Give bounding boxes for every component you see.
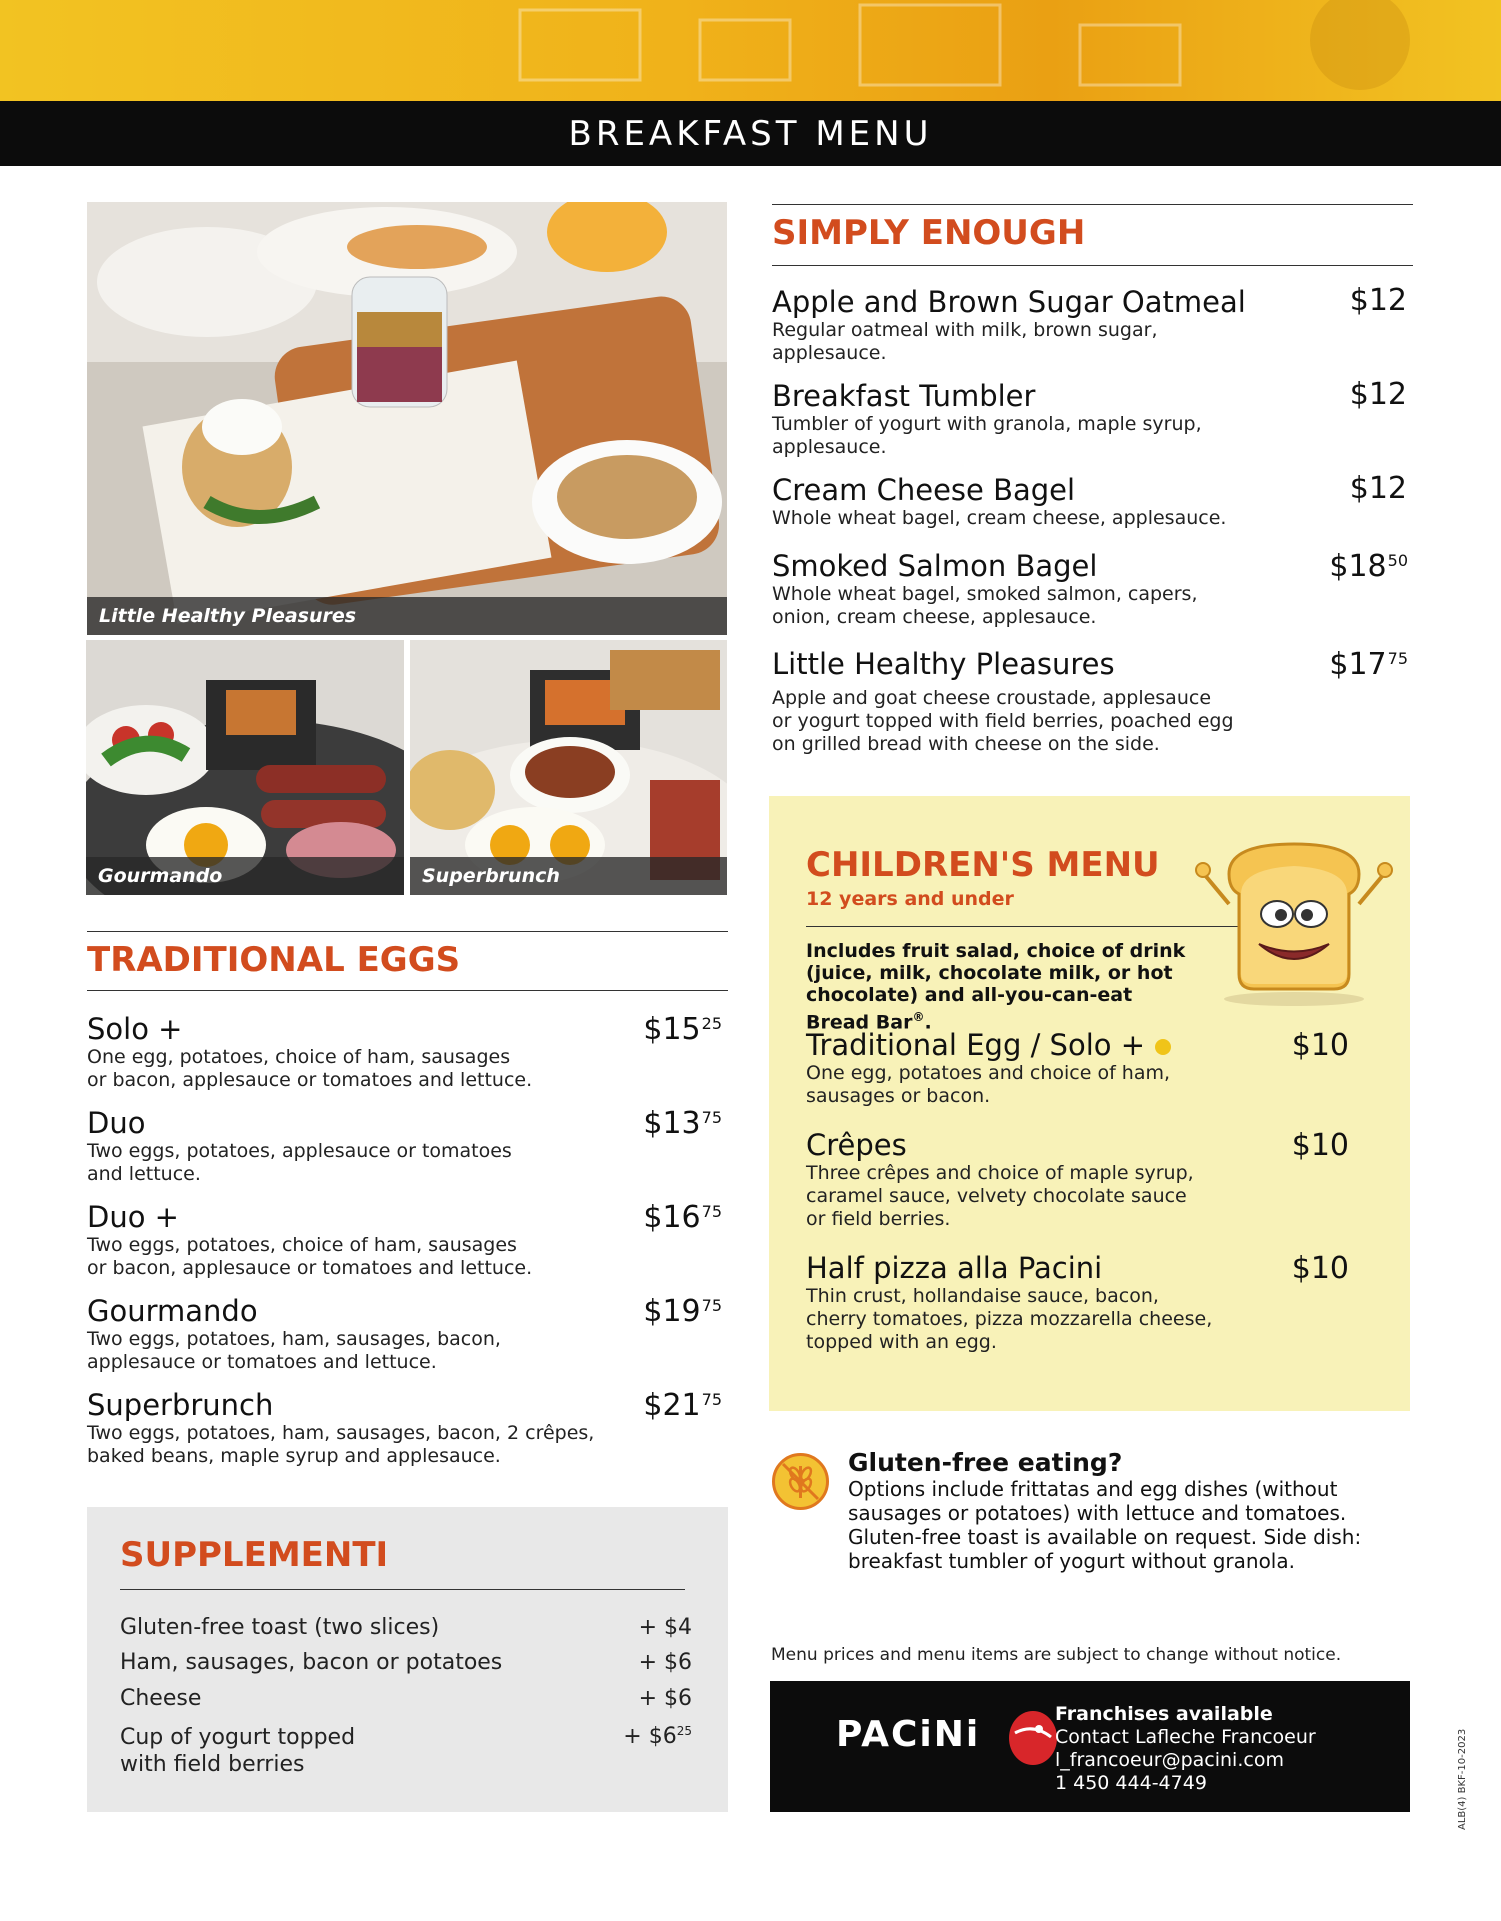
item-price: $\$13^{75}$ xyxy=(643,1106,722,1141)
item-description: baked beans, maple syrup and applesauce. xyxy=(87,1445,501,1467)
bullet-dot-icon xyxy=(1155,1039,1171,1055)
header-photo-band xyxy=(0,0,1501,101)
item-description: Whole wheat bagel, cream cheese, applesauce. xyxy=(772,507,1227,529)
item-name: Little Healthy Pleasures xyxy=(772,647,1115,681)
menu-item xyxy=(806,1251,1286,1354)
toast-mascot-icon xyxy=(1189,834,1399,1009)
item-description: Tumbler of yogurt with granola, maple syrup, xyxy=(772,413,1202,435)
pacini-logo-icon xyxy=(1003,1703,1063,1769)
item-name: Breakfast Tumbler xyxy=(772,379,1036,413)
section-rule xyxy=(87,931,728,932)
supplement-item: Ham, sausages, bacon or potatoes xyxy=(120,1650,503,1675)
section-rule xyxy=(87,990,728,991)
item-name: Duo + xyxy=(87,1200,179,1234)
document-code: ALB(4) BKF-10-2023 xyxy=(1457,1728,1468,1830)
item-price: $12 xyxy=(1349,377,1407,412)
item-description: applesauce or tomatoes and lettuce. xyxy=(87,1351,437,1373)
supplement-price: + $6 xyxy=(638,1650,692,1675)
menu-item xyxy=(806,1028,1286,1108)
item-price: $\$19^{75}$ xyxy=(643,1294,722,1329)
item-description: onion, cream cheese, applesauce. xyxy=(772,606,1097,628)
pacini-logo: PACiNi xyxy=(836,1714,981,1755)
item-description: caramel sauce, velvety chocolate sauce xyxy=(806,1185,1187,1207)
item-price: $10 xyxy=(1291,1028,1349,1063)
item-name: Duo xyxy=(87,1106,146,1140)
childrens-menu-subtitle: 12 years and under xyxy=(806,888,1014,910)
item-description: Whole wheat bagel, smoked salmon, capers, xyxy=(772,583,1198,605)
supplement-item: Gluten-free toast (two slices) xyxy=(120,1615,440,1640)
menu-item xyxy=(806,1128,1286,1231)
item-description: Two eggs, potatoes, applesauce or tomatoes xyxy=(87,1140,512,1162)
photo-caption: Gourmando xyxy=(86,857,404,895)
photo-superbrunch xyxy=(410,640,727,895)
item-description: Two eggs, potatoes, choice of ham, sausages xyxy=(87,1234,517,1256)
item-price: $12 xyxy=(1349,471,1407,506)
item-description: applesauce. xyxy=(772,436,887,458)
item-description: topped with an egg. xyxy=(806,1331,997,1353)
menu-item xyxy=(87,1012,647,1092)
item-name: Solo + xyxy=(87,1012,183,1046)
section-rule xyxy=(772,265,1413,266)
title-bar xyxy=(0,101,1501,166)
supplement-price: + $4 xyxy=(638,1615,692,1640)
item-description: One egg, potatoes, choice of ham, sausages xyxy=(87,1046,511,1068)
item-description: Regular oatmeal with milk, brown sugar, xyxy=(772,319,1158,341)
item-description: or field berries. xyxy=(806,1208,951,1230)
item-price: $10 xyxy=(1291,1128,1349,1163)
section-title-childrens-menu: CHILDREN'S MENU xyxy=(806,845,1160,885)
item-description: sausages or bacon. xyxy=(806,1085,991,1107)
item-price: $\$18^{50}$ xyxy=(1329,549,1408,584)
footer-box xyxy=(770,1681,1410,1812)
section-rule xyxy=(120,1589,685,1590)
item-price: $\$17^{75}$ xyxy=(1329,647,1408,682)
menu-item xyxy=(772,549,1332,629)
item-price: $12 xyxy=(1349,283,1407,318)
supplement-item: Cheese xyxy=(120,1686,202,1711)
supplementi-box xyxy=(87,1507,728,1812)
menu-item xyxy=(87,1388,687,1468)
menu-item xyxy=(87,1106,647,1186)
photo-caption: Little Healthy Pleasures xyxy=(87,597,727,635)
supplement-price: + $\$6^{25}$ xyxy=(623,1724,692,1749)
item-description: Thin crust, hollandaise sauce, bacon, xyxy=(806,1285,1159,1307)
price-notice: Menu prices and menu items are subject to change without notice. xyxy=(771,1645,1342,1665)
item-description: Two eggs, potatoes, ham, sausages, bacon, xyxy=(87,1328,501,1350)
item-name: Cream Cheese Bagel xyxy=(772,473,1076,507)
item-name: Apple and Brown Sugar Oatmeal xyxy=(772,285,1246,319)
item-price: $10 xyxy=(1291,1251,1349,1286)
supplement-item: Cup of yogurt topped with field berries xyxy=(120,1725,356,1777)
item-description: applesauce. xyxy=(772,342,887,364)
photo-gourmando xyxy=(86,640,404,895)
menu-item xyxy=(772,473,1332,530)
photo-caption: Superbrunch xyxy=(410,857,727,895)
section-title-supplementi: SUPPLEMENTI xyxy=(120,1535,389,1575)
item-description: Apple and goat cheese croustade, applesauce xyxy=(772,687,1212,709)
photo-little-healthy-pleasures xyxy=(87,202,727,635)
gluten-free-title: Gluten-free eating? xyxy=(848,1448,1123,1477)
item-price: $\$21^{75}$ xyxy=(643,1388,722,1423)
cafe-terrace-image xyxy=(0,0,1501,101)
item-description: Three crêpes and choice of maple syrup, xyxy=(806,1162,1194,1184)
item-name: Superbrunch xyxy=(87,1388,274,1422)
item-price: $\$16^{75}$ xyxy=(643,1200,722,1235)
gluten-free-text: Options include frittatas and egg dishes (without sausages or potatoes) with lettuce and tomatoes. Gluten-free toast is available on request. Side dish: breakfast tumbler of yogurt without granola. xyxy=(848,1477,1362,1573)
item-description: Two eggs, potatoes, ham, sausages, bacon, 2 crêpes, xyxy=(87,1422,595,1444)
menu-item xyxy=(87,1200,647,1280)
item-name: Half pizza alla Pacini xyxy=(806,1251,1103,1285)
item-name: Smoked Salmon Bagel xyxy=(772,549,1098,583)
item-price: $\$15^{25}$ xyxy=(643,1012,722,1047)
item-name: Traditional Egg / Solo + xyxy=(806,1028,1286,1062)
menu-item xyxy=(87,1294,647,1374)
menu-item xyxy=(772,379,1332,459)
item-description: or bacon, applesauce or tomatoes and lettuce. xyxy=(87,1069,533,1091)
section-rule xyxy=(772,204,1413,205)
item-description: or yogurt topped with field berries, poached egg xyxy=(772,710,1234,732)
supplement-price: + $6 xyxy=(638,1686,692,1711)
menu-item xyxy=(772,285,1332,365)
no-gluten-icon xyxy=(771,1452,830,1511)
item-description: on grilled bread with cheese on the side. xyxy=(772,733,1160,755)
menu-title: BREAKFAST MENU xyxy=(568,113,933,154)
item-description: and lettuce. xyxy=(87,1163,201,1185)
franchise-info: Franchises available Contact Lafleche Francoeur l_francoeur@pacini.com 1 450 444-4749 xyxy=(1055,1703,1316,1794)
childrens-menu-intro: Includes fruit salad, choice of drink (juice, milk, chocolate milk, or hot chocolate) and all-you-can-eat Bread Bar®. xyxy=(806,940,1186,1034)
section-title-simply-enough: SIMPLY ENOUGH xyxy=(772,213,1086,253)
item-description: cherry tomatoes, pizza mozzarella cheese, xyxy=(806,1308,1213,1330)
item-description: or bacon, applesauce or tomatoes and lettuce. xyxy=(87,1257,533,1279)
item-name: Gourmando xyxy=(87,1294,258,1328)
childrens-menu-box xyxy=(769,796,1410,1411)
menu-item xyxy=(772,647,1332,756)
item-name: Crêpes xyxy=(806,1128,907,1162)
section-title-traditional-eggs: TRADITIONAL EGGS xyxy=(87,940,461,980)
item-description: One egg, potatoes and choice of ham, xyxy=(806,1062,1171,1084)
